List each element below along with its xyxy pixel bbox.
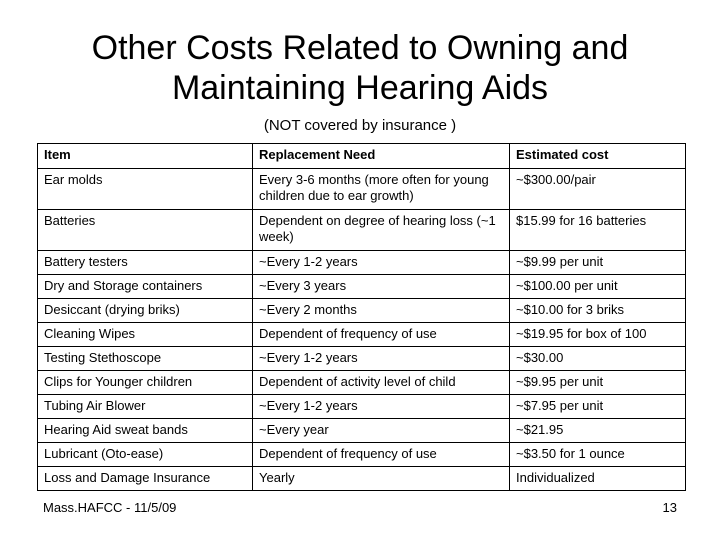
table-row <box>38 275 686 299</box>
table-row <box>38 395 686 419</box>
cell-replacement-need: Dependent on degree of hearing loss (~1 week) <box>253 210 510 251</box>
cell-item: Battery testers <box>38 251 253 275</box>
cell-item: Hearing Aid sweat bands <box>38 419 253 443</box>
title-line-1: Other Costs Related to Owning and <box>91 29 629 67</box>
title-line-2: Maintaining Hearing Aids <box>171 69 549 107</box>
footer-source: Mass.HAFCC - 11/5/09 <box>43 500 177 515</box>
table-row <box>38 299 686 323</box>
cell-item: Lubricant (Oto-ease) <box>38 443 253 467</box>
cell-replacement-need: ~Every 1-2 years <box>253 251 510 275</box>
slide-title <box>0 28 720 108</box>
cell-replacement-need: ~Every year <box>253 419 510 443</box>
cell-estimated-cost: ~$300.00/pair <box>510 169 686 210</box>
table-row <box>38 251 686 275</box>
cell-replacement-need: ~Every 3 years <box>253 275 510 299</box>
table-row <box>38 323 686 347</box>
cell-replacement-need: Yearly <box>253 467 510 491</box>
cell-estimated-cost: ~$21.95 <box>510 419 686 443</box>
cell-replacement-need: Every 3-6 months (more often for young children due to ear growth) <box>253 169 510 210</box>
cell-estimated-cost: Individualized <box>510 467 686 491</box>
cell-estimated-cost: ~$3.50 for 1 ounce <box>510 443 686 467</box>
table-row <box>38 347 686 371</box>
cell-item: Testing Stethoscope <box>38 347 253 371</box>
cell-item: Dry and Storage containers <box>38 275 253 299</box>
cell-item: Clips for Younger children <box>38 371 253 395</box>
header-replacement-need: Replacement Need <box>253 144 510 169</box>
cell-item: Desiccant (drying briks) <box>38 299 253 323</box>
table-row <box>38 467 686 491</box>
cell-replacement-need: ~Every 1-2 years <box>253 347 510 371</box>
cell-estimated-cost: ~$100.00 per unit <box>510 275 686 299</box>
cell-item: Batteries <box>38 210 253 251</box>
table-header-row <box>38 144 686 169</box>
cell-estimated-cost: ~$9.95 per unit <box>510 371 686 395</box>
table-row <box>38 169 686 210</box>
cell-item: Ear molds <box>38 169 253 210</box>
cell-replacement-need: Dependent of activity level of child <box>253 371 510 395</box>
costs-table <box>37 143 686 491</box>
table-row <box>38 419 686 443</box>
cell-estimated-cost: ~$30.00 <box>510 347 686 371</box>
cell-item: Loss and Damage Insurance <box>38 467 253 491</box>
table-row <box>38 443 686 467</box>
cell-estimated-cost: ~$7.95 per unit <box>510 395 686 419</box>
cell-estimated-cost: ~$10.00 for 3 briks <box>510 299 686 323</box>
cell-item: Tubing Air Blower <box>38 395 253 419</box>
header-estimated-cost: Estimated cost <box>510 144 686 169</box>
cell-replacement-need: Dependent of frequency of use <box>253 323 510 347</box>
page-number: 13 <box>662 500 677 515</box>
cell-estimated-cost: ~$9.99 per unit <box>510 251 686 275</box>
cell-replacement-need: ~Every 1-2 years <box>253 395 510 419</box>
cell-item: Cleaning Wipes <box>38 323 253 347</box>
cell-estimated-cost: ~$19.95 for box of 100 <box>510 323 686 347</box>
cell-replacement-need: ~Every 2 months <box>253 299 510 323</box>
cell-replacement-need: Dependent of frequency of use <box>253 443 510 467</box>
header-item: Item <box>38 144 253 169</box>
cell-estimated-cost: $15.99 for 16 batteries <box>510 210 686 251</box>
slide-subtitle: (NOT covered by insurance ) <box>263 117 457 134</box>
table-row <box>38 210 686 251</box>
table-row <box>38 371 686 395</box>
